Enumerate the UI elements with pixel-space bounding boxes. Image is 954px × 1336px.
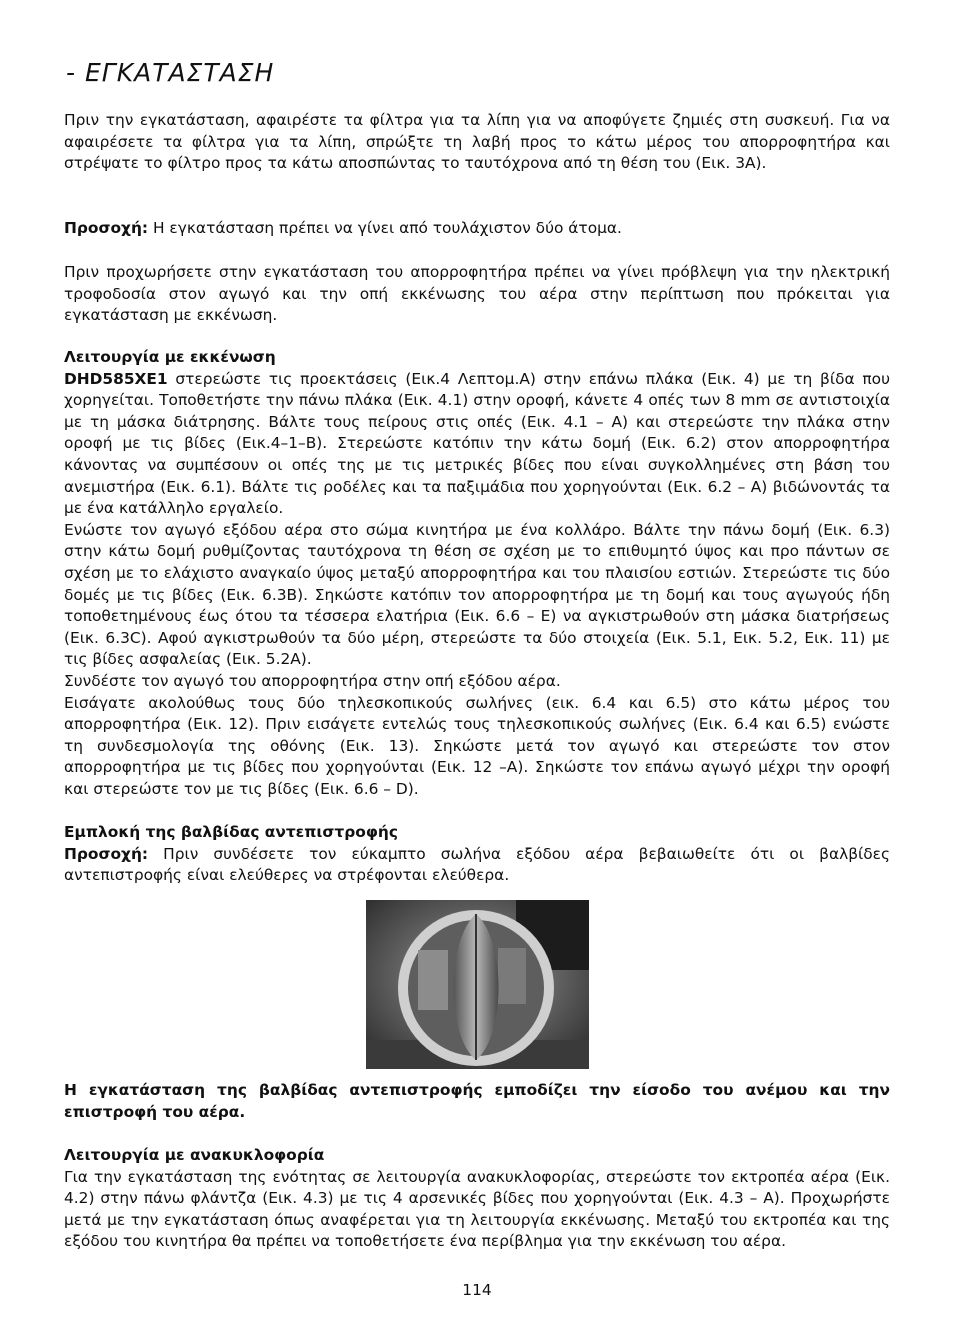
- exhaust-heading: Λειτουργία με εκκένωση: [64, 348, 276, 366]
- recirculation-heading: Λειτουργία με ανακυκλοφορία: [64, 1146, 325, 1164]
- exhaust-text-3: Συνδέστε τον αγωγό του απορροφητήρα στην οπή εξόδου αέρα.: [64, 671, 561, 690]
- model-name: DHD585XE1: [64, 369, 168, 388]
- exhaust-text-2: Ενώστε τον αγωγό εξόδου αέρα στο σώμα κινητήρα με ένα κολλάρο. Βάλτε την πάνω δομή (Εικ. 6.3) στην κάτω δομή ρυθμίζοντας ταυτόχρονα τη θέση σε σχέση με το επιθυμητό ύψος και προ πάντων σε σχέση με το ελάχιστο αναγκαίο ύψος μεταξύ απορροφητήρα και του πλαισίου εστιών. Στερεώστε τις δύο δομές με τις βίδες (Εικ. 6.3B). Σηκώστε κατόπιν τον απορροφητήρα με τη δομή και τους αγωγούς ήδη τοποθετημένους έως ότου τα τέσσερα ελατήρια (Εικ. 6.6 – Ε) να αγκιστρωθούν στη μάσκα διατρήσεως (Εικ. 6.3C). Αφού αγκιστρωθούν τα δύο μέρη, στερεώστε τα δύο στοιχεία (Εικ. 5.1, Εικ. 5.2, Εικ. 11) με τις βίδες ασφαλείας (Εικ. 5.2A).: [64, 520, 890, 669]
- exhaust-text-4: Εισάγατε ακολούθως τους δύο τηλεσκοπικούς σωλήνες (εικ. 6.4 και 6.5) στο κάτω μέρος του απορροφητήρα (Εικ. 12). Πριν εισάγετε εντελώς τους τηλεσκοπικούς σωλήνες (Εικ. 6.4 και 6.5) ενώστε τη συνδεσμολογία της οθόνης (Εικ. 13). Σηκώστε μετά τον αγωγό και στερεώστε τον στον απορροφητήρα με τις βίδες που χορηγούνται (Εικ. 12 –Α). Σηκώστε τον επάνω αγωγό μέχρι την οροφή και στερεώστε τον με τις βίδες (Εικ. 6.6 – D).: [64, 693, 890, 798]
- page-title: - ΕΓΚΑΤΑΣΤΑΣΗ: [66, 58, 275, 87]
- caption-paragraph: [64, 1080, 890, 1123]
- intro-paragraph: [64, 110, 890, 175]
- preparation-text: Πριν προχωρήσετε στην εγκατάσταση του απορροφητήρα πρέπει να γίνει πρόβλεψη για την ηλεκτρική τροφοδοσία στον αγωγό και την οπή εκκένωσης του αέρα στην περίπτωση που πρόκειται για εγκατάσταση με εκκένωση.: [64, 263, 890, 325]
- valve-heading: Εμπλοκή της βαλβίδας αντεπιστροφής: [64, 823, 398, 841]
- recirculation-text: Για την εγκατάσταση της ενότητας σε λειτουργία ανακυκλοφορίας, στερεώστε τον εκτροπέα αέρα (Εικ. 4.2) στην πάνω φλάντζα (Εικ. 4.3) με τις 4 αρσενικές βίδες που χορηγούνται (Εικ. 4.3 – Α). Προχωρήστε μετά με την εγκατάσταση όπως αναφέρεται για τη λειτουργία εκκένωσης. Μεταξύ του εκτροπέα και της εξόδου του κινητήρα θα πρέπει να τοποθετήσετε ένα περίβλημα για την εκκένωση του αέρα.: [64, 1167, 890, 1251]
- exhaust-section: [64, 347, 890, 800]
- intro-text: Πριν την εγκατάσταση, αφαιρέστε τα φίλτρα για τα λίπη για να αποφύγετε ζημιές στη συσκευή. Για να αφαιρέσετε τα φίλτρα για τα λίπη, σπρώξτε τη λαβή προς το κάτω μέρος του απορροφητήρα και στρέψατε το φίλτρο προς τα κάτω αποσπώντας το ταυτόχρονα από τη θέση του (Εικ. 3Α).: [64, 111, 890, 173]
- valve-caution-text: Πριν συνδέσετε τον εύκαμπτο σωλήνα εξόδου αέρα βεβαιωθείτε ότι οι βαλβίδες αντεπιστροφής είναι ελεύθερες να στρέφονται ελεύθερα.: [64, 844, 890, 885]
- valve-photo: [366, 900, 589, 1069]
- valve-caution-label: Προσοχή:: [64, 844, 149, 863]
- page-number: 114: [462, 1281, 492, 1299]
- recirculation-section: [64, 1145, 890, 1253]
- caution-paragraph: [64, 218, 890, 240]
- photo-caption: Η εγκατάσταση της βαλβίδας αντεπιστροφής εμποδίζει την είσοδο του ανέμου και την επιστροφή του αέρα.: [64, 1081, 890, 1121]
- preparation-paragraph: [64, 262, 890, 327]
- caution-label: Προσοχή:: [64, 219, 149, 237]
- caution-text: Η εγκατάσταση πρέπει να γίνει από τουλάχιστον δύο άτομα.: [148, 219, 622, 237]
- valve-section: [64, 822, 890, 887]
- exhaust-text-1: στερεώστε τις προεκτάσεις (Εικ.4 Λεπτομ.Α) στην επάνω πλάκα (Εικ. 4) με τη βίδα που χορηγείται. Τοποθετήστε την πάνω πλάκα (Εικ. 4.1) στην οροφή, κάνετε 4 οπές των 8 mm σε αντιστοιχία με τη μάσκα διάτρησης. Βάλτε τους πείρους στις οπές (Εικ. 4.1 – Α) και στερεώστε την πλάκα στην οροφή με τις βίδες (Εικ.4–1–Β). Στερεώστε κατόπιν την κάτω δομή (Εικ. 6.2) στον απορροφητήρα κάνοντας να συμπέσουν οι οπές της με τις μετρικές βίδες που είναι συγκολλημένες στη βάση του ανεμιστήρα (Εικ. 6.1). Βάλτε τις ροδέλες και τα παξιμάδια που χορηγούνται (Εικ. 6.2 – Α) βιδώνοντάς τα με ένα κατάλληλο εργαλείο.: [64, 369, 890, 518]
